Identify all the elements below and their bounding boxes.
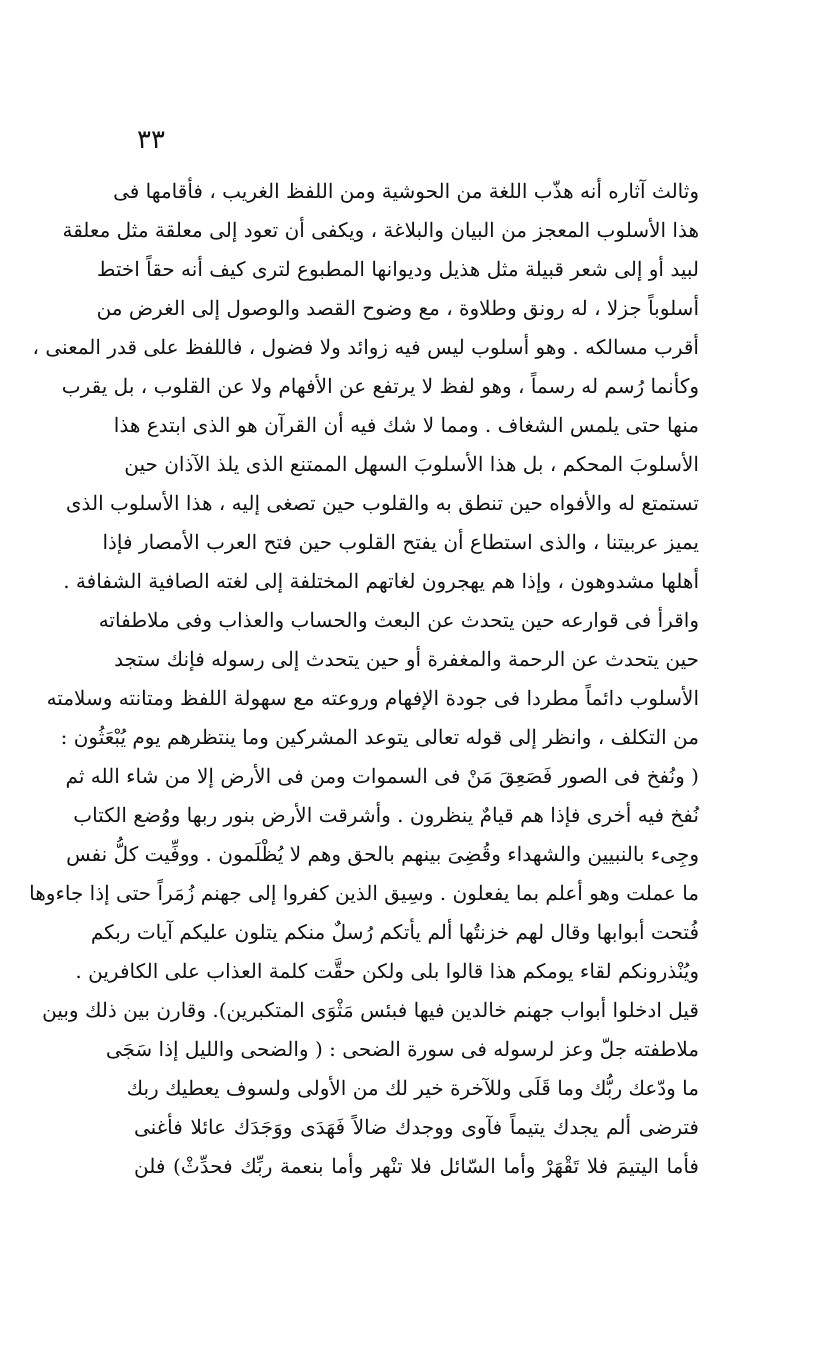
text-line: حين يتحدث عن الرحمة والمغفرة أو حين يتحدث إلى رسوله فإنك ستجد bbox=[114, 647, 699, 671]
text-line: فأما اليتيمَ فلا تَقْهَرْ وأما السّائل فلا تنْهر وأما بنعمة ربِّك فحدِّثْ) فلن bbox=[134, 1154, 699, 1178]
text-line: نُفخ فيه أخرى فإذا هم قيامٌ ينظرون . وأشرقت الأرض بنور ربها ووُضع الكتاب bbox=[73, 803, 699, 827]
text-line: قيل ادخلوا أبواب جهنم خالدين فيها فبئس مَثْوَى المتكبرين). وقارن بين ذلك وبين bbox=[42, 998, 699, 1022]
text-line: فُتحت أبوابها وقال لهم خزنتُها ألم يأتكم رُسلٌ منكم يتلون عليكم آيات ربكم bbox=[90, 920, 699, 944]
page-number: ٣٣ bbox=[137, 125, 165, 155]
text-line: لبيد أو إلى شعر قبيلة مثل هذيل وديوانها المطبوع لترى كيف أنه حقاً اختط bbox=[96, 257, 699, 281]
text-line: ويُنْذرونكم لقاء يومكم هذا قالوا بلى ولكن حقَّت كلمة العذاب على الكافرين . bbox=[75, 959, 699, 983]
text-line: من التكلف ، وانظر إلى قوله تعالى يتوعد المشركين وما ينتظرهم يوم يُبْعَثُون : bbox=[60, 725, 699, 749]
text-line: ما ودّعك ربُّك وما قَلَى وللآخرة خير لك من الأولى ولسوف يعطيك ربك bbox=[126, 1076, 699, 1100]
text-line: وكأنما رُسم له رسماً ، وهو لفظ لا يرتفع عن الأفهام ولا عن القلوب ، بل يقرب bbox=[61, 374, 699, 398]
body-text bbox=[29, 172, 699, 1186]
text-line: أقرب مسالكه . وهو أسلوب ليس فيه زوائد ولا فضول ، فاللفظ على قدر المعنى ، bbox=[32, 335, 699, 359]
text-line: ( ونُفخ فى الصور فَصَعِقَ مَنْ فى السموات ومن فى الأرض إلا من شاء الله ثم bbox=[65, 764, 699, 788]
text-line: ما عملت وهو أعلم بما يفعلون . وسِيق الذين كفروا إلى جهنم زُمَراً حتى إذا جاءوها bbox=[29, 881, 699, 905]
text-line: الأسلوبَ المحكم ، بل هذا الأسلوبَ السهل الممتنع الذى يلذ الآذان حين bbox=[124, 452, 699, 476]
text-line: يميز عربيتنا ، والذى استطاع أن يفتح القلوب حين فتح العرب الأمصار فإذا bbox=[102, 530, 699, 554]
text-line: واقرأ فى قوارعه حين يتحدث عن البعث والحساب والعذاب وفى ملاطفاته bbox=[98, 608, 699, 632]
text-line: أسلوباً جزلا ، له رونق وطلاوة ، مع وضوح القصد والوصول إلى الغرض من bbox=[96, 296, 699, 320]
text-line: وثالث آثاره أنه هذّب اللغة من الحوشية ومن اللفظ الغريب ، فأقامها فى bbox=[113, 179, 699, 203]
text-line: تستمتع له والأفواه حين تنطق به والقلوب حين تصغى إليه ، هذا الأسلوب الذى bbox=[65, 491, 699, 515]
text-line: الأسلوب دائماً مطردا فى جودة الإفهام وروعته مع سهولة اللفظ ومتانته وسلامته bbox=[46, 686, 699, 710]
text-line: أهلها مشدوهون ، وإذا هم يهجرون لغاتهم المختلفة إلى لغته الصافية الشفافة . bbox=[63, 569, 699, 593]
text-line: هذا الأسلوب المعجز من البيان والبلاغة ، ويكفى أن تعود إلى معلقة مثل معلقة bbox=[62, 218, 699, 242]
text-line: فترضى ألم يجدك يتيماً فآوى ووجدك ضالاً فَهَدَى ووَجَدَك عائلا فأغنى bbox=[134, 1115, 699, 1139]
text-line: وجِىء بالنبيين والشهداء وقُضِىَ بينهم بالحق وهم لا يُظْلَمون . ووفِّيت كلُّ نفس bbox=[66, 842, 699, 866]
text-line: منها حتى يلمس الشغاف . ومما لا شك فيه أن القرآن هو الذى ابتدع هذا bbox=[113, 413, 699, 437]
text-line: ملاطفته جلّ وعز لرسوله فى سورة الضحى : ( والضحى والليل إذا سَجَى bbox=[105, 1037, 699, 1061]
